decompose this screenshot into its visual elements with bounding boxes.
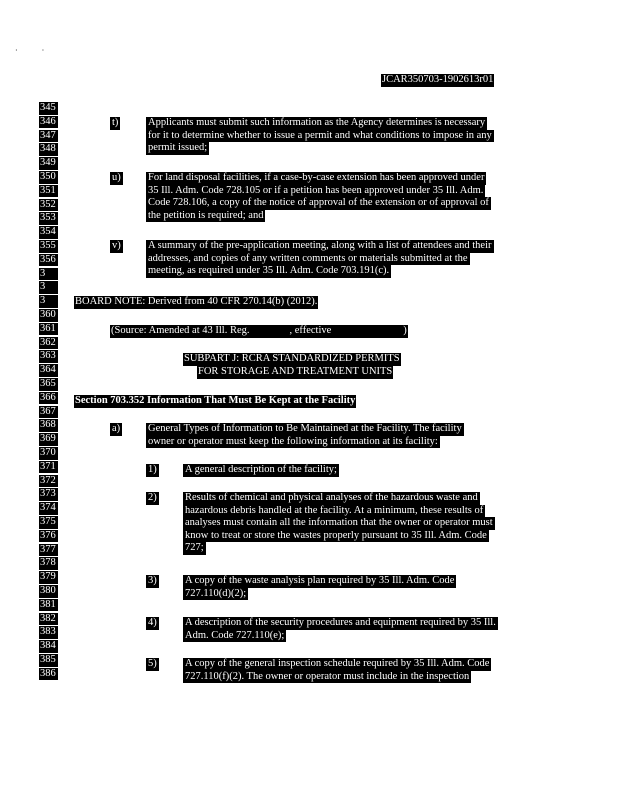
line-number: 367	[39, 406, 58, 419]
line-number: 365	[39, 378, 58, 391]
source-suffix: )	[403, 325, 407, 336]
text-line: 35 Ill. Adm. Code 728.105 or if a petition has been approved under 35 Ill. Adm.	[148, 184, 484, 196]
board-note: BOARD NOTE: Derived from 40 CFR 270.14(b) (2012).	[75, 296, 318, 307]
line-number: 352	[39, 199, 58, 212]
line-number: 372	[39, 475, 58, 488]
line-number: 383	[39, 626, 58, 639]
text-line: Results of chemical and physical analyses of the hazardous waste and	[185, 492, 478, 503]
sub-item-marker-2: 2)	[148, 492, 157, 503]
source-mid: , effective	[289, 325, 332, 336]
line-number: 375	[39, 516, 58, 529]
line-number: 350	[39, 171, 58, 184]
item-marker-u: u)	[112, 172, 121, 183]
section-heading: Section 703.352 Information That Must Be Kept at the Facility	[75, 395, 356, 406]
line-number: 378	[39, 557, 58, 570]
sub-item-4-text	[183, 617, 498, 642]
line-number: 386	[39, 668, 58, 681]
line-number: 346	[39, 116, 58, 129]
line-number: 3	[39, 295, 58, 308]
text-line: Adm. Code 727.110(e);	[185, 629, 285, 641]
text-line: 727.110(f)(2). The owner or operator must include in the inspection	[185, 670, 470, 682]
text-line: A general description of the facility;	[185, 464, 337, 475]
source-note	[110, 325, 408, 338]
text-line: 727.110(d)(2);	[185, 587, 247, 599]
text-line: For land disposal facilities, if a case-by-case extension has been approved under	[148, 172, 485, 183]
line-number: 373	[39, 488, 58, 501]
line-number: 353	[39, 212, 58, 225]
line-number: 355	[39, 240, 58, 253]
line-number: 363	[39, 350, 58, 363]
line-number: 345	[39, 102, 58, 115]
text-line: 727;	[185, 542, 204, 553]
subpart-title-line2: FOR STORAGE AND TREATMENT UNITS	[198, 366, 393, 377]
text-line: permit issued;	[148, 142, 208, 153]
text-line: A description of the security procedures and equipment required by 35 Ill.	[185, 617, 496, 628]
item-u-text	[146, 172, 491, 222]
line-number: 370	[39, 447, 58, 460]
sub-a-marker: a)	[112, 423, 121, 434]
text-line: Code 728.106, a copy of the notice of approval of the extension or of approval of	[148, 197, 489, 208]
line-number: 347	[39, 130, 58, 143]
line-number: 348	[39, 143, 58, 156]
line-number: 354	[39, 226, 58, 239]
item-v-text	[146, 240, 494, 278]
sub-item-marker-5: 5)	[148, 658, 157, 669]
item-t-text	[146, 117, 494, 155]
sub-item-3-text	[183, 575, 456, 600]
text-line: for it to determine whether to issue a permit and what conditions to impose in any	[148, 129, 492, 141]
text-line: hazardous debris handled at the facility. At a minimum, these results of	[185, 504, 484, 516]
document-id: JCAR350703-1902613r01	[382, 74, 494, 85]
line-number: 364	[39, 364, 58, 377]
line-number: 369	[39, 433, 58, 446]
sub-item-marker-3: 3)	[148, 575, 157, 586]
text-line: know to treat or store the wastes properly pursuant to 35 Ill. Adm. Code	[185, 529, 487, 541]
text-line: analyses must contain all the information that the owner or operator must	[185, 517, 493, 528]
text-line: meeting, as required under 35 Ill. Adm. Code 703.191(c).	[148, 265, 390, 276]
line-number: 349	[39, 157, 58, 170]
line-number: 368	[39, 419, 58, 432]
line-number: 374	[39, 502, 58, 515]
text-line: A copy of the waste analysis plan required by 35 Ill. Adm. Code	[185, 575, 455, 586]
sub-item-5-text	[183, 658, 491, 683]
line-number: 366	[39, 392, 58, 405]
line-number: 371	[39, 461, 58, 474]
line-number: 3	[39, 281, 58, 294]
line-number: 377	[39, 544, 58, 557]
text-line: General Types of Information to Be Maintained at the Facility. The facility	[148, 423, 462, 434]
line-number: 382	[39, 613, 58, 626]
line-number: 351	[39, 185, 58, 198]
text-line: the petition is required; and	[148, 209, 264, 221]
sub-item-marker-4: 4)	[148, 617, 157, 628]
text-line: A copy of the general inspection schedule required by 35 Ill. Adm. Code	[185, 658, 490, 669]
text-line: addresses, and copies of any written comments or materials submitted at the	[148, 252, 468, 264]
item-marker-v: v)	[112, 240, 121, 251]
sub-item-2-text	[183, 492, 495, 555]
line-number: 379	[39, 571, 58, 584]
text-line: A summary of the pre-application meeting, along with a list of attendees and their	[148, 240, 492, 251]
line-number: 384	[39, 640, 58, 653]
line-number: 385	[39, 654, 58, 667]
sub-item-marker-1: 1)	[148, 464, 157, 475]
line-number: 361	[39, 323, 58, 336]
sub-a-text	[146, 423, 464, 448]
line-number: 356	[39, 254, 58, 267]
sub-item-1-text	[183, 464, 339, 477]
line-number: 380	[39, 585, 58, 598]
item-marker-t: t)	[112, 117, 119, 128]
line-number: 360	[39, 309, 58, 322]
text-line: owner or operator must keep the following information at its facility:	[148, 435, 438, 447]
scan-specks: · ·	[15, 46, 45, 55]
line-number: 362	[39, 337, 58, 350]
text-line: Applicants must submit such information as the Agency determines is necessary	[148, 117, 486, 128]
subpart-title-line1: SUBPART J: RCRA STANDARDIZED PERMITS	[184, 353, 400, 364]
line-number: 381	[39, 599, 58, 612]
line-number: 3	[39, 268, 58, 281]
line-number: 376	[39, 530, 58, 543]
source-prefix: (Source: Amended at 43 Ill. Reg.	[111, 325, 250, 336]
